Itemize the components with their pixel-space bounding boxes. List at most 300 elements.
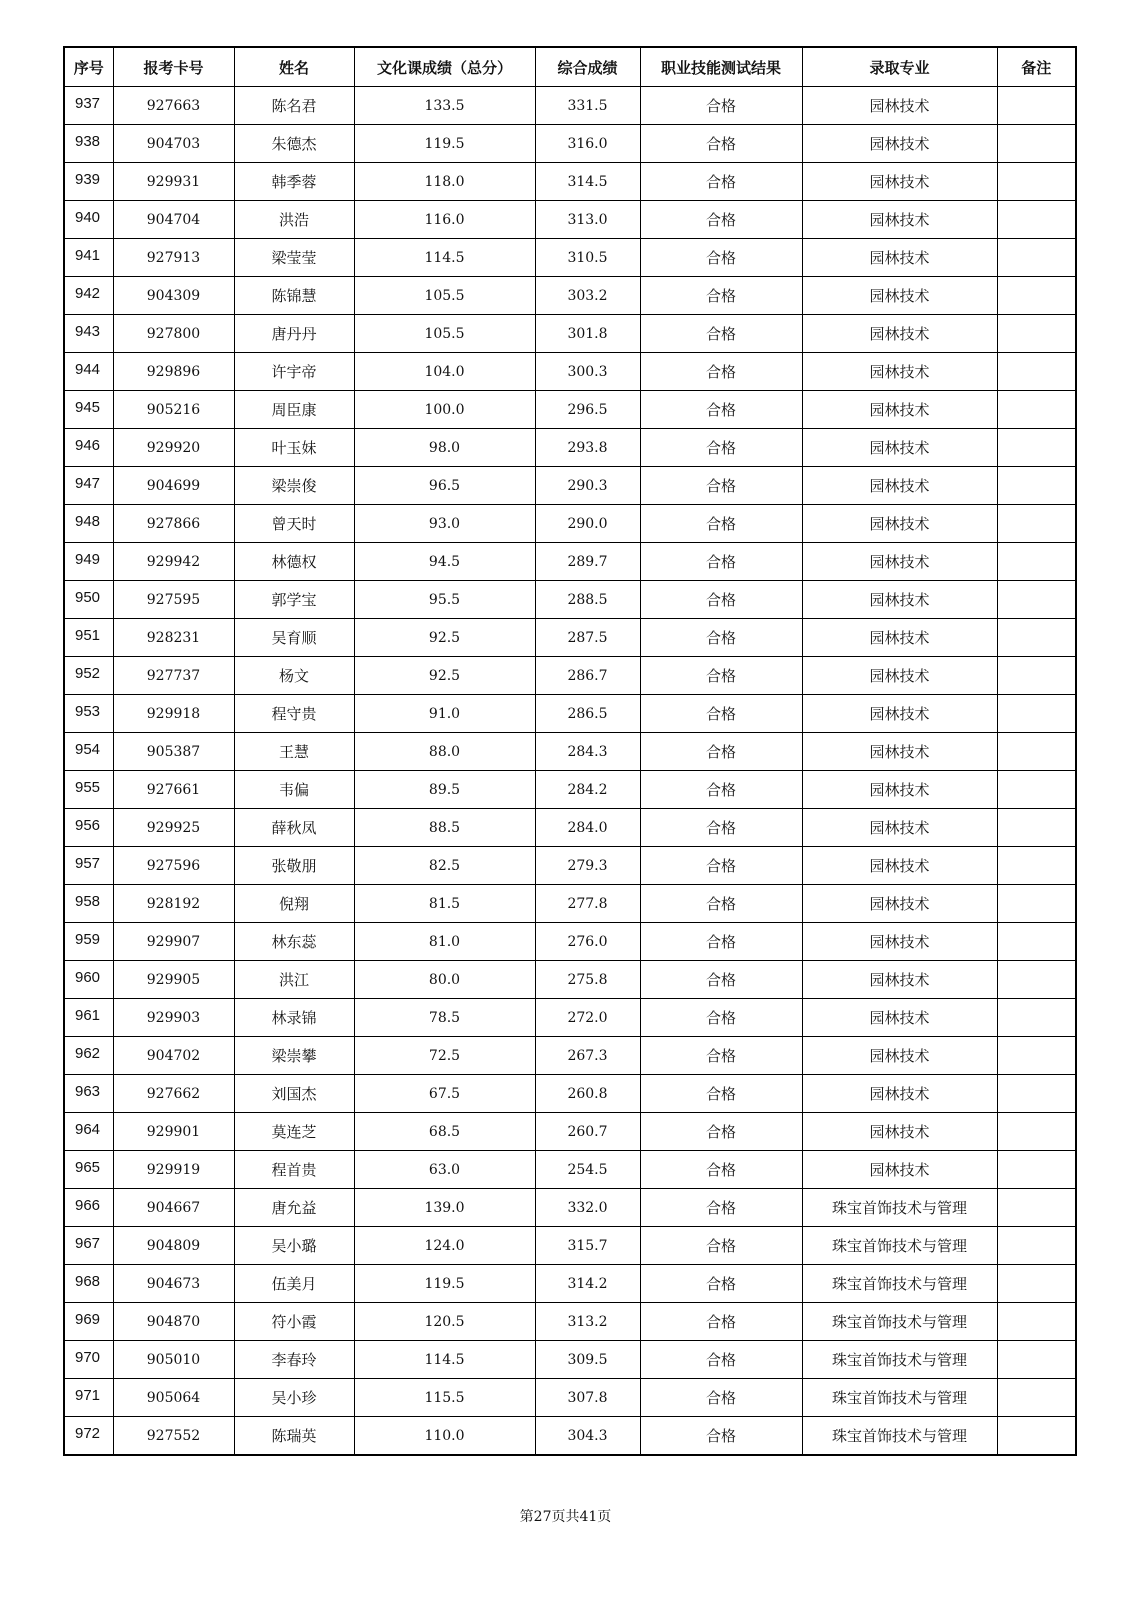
cell-culture-score: 114.5 (354, 239, 535, 277)
cell-culture-score: 88.5 (354, 809, 535, 847)
cell-remarks (997, 1113, 1076, 1151)
cell-card-number: 929931 (113, 163, 234, 201)
cell-composite-score: 260.8 (535, 1075, 640, 1113)
cell-card-number: 904309 (113, 277, 234, 315)
table-row (64, 1189, 1076, 1227)
cell-skill-test-result: 合格 (640, 1341, 802, 1379)
table-row (64, 391, 1076, 429)
cell-skill-test-result: 合格 (640, 1151, 802, 1189)
cell-name: 陈瑞英 (234, 1417, 354, 1456)
table-row (64, 961, 1076, 999)
cell-admitted-major: 园林技术 (802, 961, 997, 999)
cell-culture-score: 82.5 (354, 847, 535, 885)
cell-remarks (997, 771, 1076, 809)
table-row (64, 277, 1076, 315)
cell-skill-test-result: 合格 (640, 885, 802, 923)
cell-name: 周臣康 (234, 391, 354, 429)
cell-card-number: 905387 (113, 733, 234, 771)
cell-culture-score: 133.5 (354, 87, 535, 125)
cell-admitted-major: 园林技术 (802, 1075, 997, 1113)
cell-composite-score: 314.2 (535, 1265, 640, 1303)
table-header-row (64, 47, 1076, 87)
cell-admitted-major: 园林技术 (802, 1037, 997, 1075)
cell-remarks (997, 581, 1076, 619)
cell-admitted-major: 珠宝首饰技术与管理 (802, 1189, 997, 1227)
cell-card-number: 929919 (113, 1151, 234, 1189)
cell-culture-score: 91.0 (354, 695, 535, 733)
cell-remarks (997, 999, 1076, 1037)
cell-remarks (997, 163, 1076, 201)
cell-name: 吴小珍 (234, 1379, 354, 1417)
cell-card-number: 927595 (113, 581, 234, 619)
cell-composite-score: 288.5 (535, 581, 640, 619)
cell-composite-score: 300.3 (535, 353, 640, 391)
cell-composite-score: 260.7 (535, 1113, 640, 1151)
table-row (64, 1341, 1076, 1379)
table-row (64, 429, 1076, 467)
cell-composite-score: 289.7 (535, 543, 640, 581)
cell-culture-score: 119.5 (354, 125, 535, 163)
cell-remarks (997, 885, 1076, 923)
cell-skill-test-result: 合格 (640, 201, 802, 239)
cell-skill-test-result: 合格 (640, 505, 802, 543)
cell-skill-test-result: 合格 (640, 163, 802, 201)
cell-culture-score: 68.5 (354, 1113, 535, 1151)
cell-skill-test-result: 合格 (640, 733, 802, 771)
cell-culture-score: 89.5 (354, 771, 535, 809)
cell-culture-score: 93.0 (354, 505, 535, 543)
cell-culture-score: 94.5 (354, 543, 535, 581)
cell-admitted-major: 园林技术 (802, 315, 997, 353)
cell-remarks (997, 239, 1076, 277)
cell-composite-score: 287.5 (535, 619, 640, 657)
cell-name: 郭学宝 (234, 581, 354, 619)
cell-admitted-major: 园林技术 (802, 619, 997, 657)
cell-card-number: 927663 (113, 87, 234, 125)
cell-name: 莫连芝 (234, 1113, 354, 1151)
cell-admitted-major: 园林技术 (802, 581, 997, 619)
table-row (64, 87, 1076, 125)
cell-card-number: 904870 (113, 1303, 234, 1341)
cell-name: 叶玉妹 (234, 429, 354, 467)
cell-seq: 967 (64, 1227, 113, 1265)
cell-culture-score: 95.5 (354, 581, 535, 619)
table-row (64, 847, 1076, 885)
cell-culture-score: 72.5 (354, 1037, 535, 1075)
cell-culture-score: 98.0 (354, 429, 535, 467)
cell-seq: 955 (64, 771, 113, 809)
cell-name: 程首贵 (234, 1151, 354, 1189)
cell-name: 曾天时 (234, 505, 354, 543)
cell-seq: 939 (64, 163, 113, 201)
cell-composite-score: 296.5 (535, 391, 640, 429)
cell-card-number: 928192 (113, 885, 234, 923)
table-row (64, 239, 1076, 277)
cell-name: 薛秋凤 (234, 809, 354, 847)
cell-remarks (997, 1151, 1076, 1189)
table-row (64, 1227, 1076, 1265)
cell-name: 杨文 (234, 657, 354, 695)
cell-seq: 972 (64, 1417, 113, 1456)
cell-card-number: 929920 (113, 429, 234, 467)
cell-admitted-major: 园林技术 (802, 657, 997, 695)
cell-composite-score: 331.5 (535, 87, 640, 125)
cell-name: 梁崇俊 (234, 467, 354, 505)
cell-remarks (997, 125, 1076, 163)
table-row (64, 1113, 1076, 1151)
cell-seq: 947 (64, 467, 113, 505)
cell-skill-test-result: 合格 (640, 809, 802, 847)
cell-composite-score: 293.8 (535, 429, 640, 467)
header-seq: 序号 (64, 47, 113, 87)
cell-name: 倪翔 (234, 885, 354, 923)
table-row (64, 163, 1076, 201)
cell-remarks (997, 1265, 1076, 1303)
cell-composite-score: 332.0 (535, 1189, 640, 1227)
cell-card-number: 904699 (113, 467, 234, 505)
cell-culture-score: 139.0 (354, 1189, 535, 1227)
cell-composite-score: 309.5 (535, 1341, 640, 1379)
cell-composite-score: 313.2 (535, 1303, 640, 1341)
cell-card-number: 905010 (113, 1341, 234, 1379)
cell-name: 洪浩 (234, 201, 354, 239)
cell-skill-test-result: 合格 (640, 619, 802, 657)
cell-composite-score: 316.0 (535, 125, 640, 163)
cell-card-number: 904703 (113, 125, 234, 163)
cell-culture-score: 78.5 (354, 999, 535, 1037)
cell-admitted-major: 园林技术 (802, 543, 997, 581)
table-row (64, 1265, 1076, 1303)
cell-admitted-major: 园林技术 (802, 771, 997, 809)
cell-name: 韦偏 (234, 771, 354, 809)
cell-composite-score: 272.0 (535, 999, 640, 1037)
cell-culture-score: 124.0 (354, 1227, 535, 1265)
cell-skill-test-result: 合格 (640, 467, 802, 505)
cell-remarks (997, 1417, 1076, 1456)
cell-card-number: 929918 (113, 695, 234, 733)
cell-name: 陈名君 (234, 87, 354, 125)
cell-seq: 945 (64, 391, 113, 429)
cell-card-number: 927552 (113, 1417, 234, 1456)
cell-seq: 937 (64, 87, 113, 125)
header-name: 姓名 (234, 47, 354, 87)
cell-admitted-major: 园林技术 (802, 429, 997, 467)
cell-skill-test-result: 合格 (640, 1417, 802, 1456)
cell-seq: 971 (64, 1379, 113, 1417)
table-row (64, 923, 1076, 961)
cell-name: 王慧 (234, 733, 354, 771)
cell-admitted-major: 珠宝首饰技术与管理 (802, 1265, 997, 1303)
cell-skill-test-result: 合格 (640, 315, 802, 353)
cell-skill-test-result: 合格 (640, 1113, 802, 1151)
cell-seq: 953 (64, 695, 113, 733)
table-row (64, 315, 1076, 353)
cell-skill-test-result: 合格 (640, 353, 802, 391)
table-row (64, 1075, 1076, 1113)
cell-card-number: 929907 (113, 923, 234, 961)
cell-card-number: 927913 (113, 239, 234, 277)
cell-culture-score: 104.0 (354, 353, 535, 391)
cell-composite-score: 315.7 (535, 1227, 640, 1265)
cell-remarks (997, 1227, 1076, 1265)
cell-composite-score: 313.0 (535, 201, 640, 239)
cell-remarks (997, 847, 1076, 885)
cell-name: 韩季蓉 (234, 163, 354, 201)
cell-name: 唐丹丹 (234, 315, 354, 353)
cell-composite-score: 286.7 (535, 657, 640, 695)
cell-composite-score: 301.8 (535, 315, 640, 353)
cell-composite-score: 279.3 (535, 847, 640, 885)
cell-admitted-major: 珠宝首饰技术与管理 (802, 1417, 997, 1456)
cell-seq: 942 (64, 277, 113, 315)
cell-skill-test-result: 合格 (640, 923, 802, 961)
cell-seq: 969 (64, 1303, 113, 1341)
table-row (64, 467, 1076, 505)
cell-seq: 950 (64, 581, 113, 619)
cell-name: 符小霞 (234, 1303, 354, 1341)
cell-composite-score: 307.8 (535, 1379, 640, 1417)
cell-name: 梁莹莹 (234, 239, 354, 277)
table-row (64, 125, 1076, 163)
table-row (64, 695, 1076, 733)
cell-remarks (997, 657, 1076, 695)
table-row (64, 1417, 1076, 1456)
cell-seq: 958 (64, 885, 113, 923)
cell-card-number: 929896 (113, 353, 234, 391)
cell-remarks (997, 619, 1076, 657)
cell-culture-score: 116.0 (354, 201, 535, 239)
cell-skill-test-result: 合格 (640, 695, 802, 733)
cell-remarks (997, 1037, 1076, 1075)
cell-remarks (997, 695, 1076, 733)
cell-skill-test-result: 合格 (640, 581, 802, 619)
cell-composite-score: 290.3 (535, 467, 640, 505)
cell-skill-test-result: 合格 (640, 1075, 802, 1113)
cell-culture-score: 105.5 (354, 277, 535, 315)
page-number: 第27页共41页 (519, 1509, 612, 1525)
cell-name: 刘国杰 (234, 1075, 354, 1113)
cell-skill-test-result: 合格 (640, 1189, 802, 1227)
cell-admitted-major: 园林技术 (802, 999, 997, 1037)
cell-card-number: 927662 (113, 1075, 234, 1113)
cell-admitted-major: 园林技术 (802, 733, 997, 771)
cell-seq: 962 (64, 1037, 113, 1075)
cell-card-number: 904809 (113, 1227, 234, 1265)
cell-card-number: 927866 (113, 505, 234, 543)
cell-remarks (997, 87, 1076, 125)
header-remarks: 备注 (997, 47, 1076, 87)
cell-seq: 961 (64, 999, 113, 1037)
cell-remarks (997, 1303, 1076, 1341)
cell-composite-score: 277.8 (535, 885, 640, 923)
cell-culture-score: 92.5 (354, 619, 535, 657)
cell-name: 程守贵 (234, 695, 354, 733)
cell-seq: 954 (64, 733, 113, 771)
cell-remarks (997, 315, 1076, 353)
cell-seq: 943 (64, 315, 113, 353)
cell-remarks (997, 1341, 1076, 1379)
header-composite-score: 综合成绩 (535, 47, 640, 87)
cell-name: 梁崇攀 (234, 1037, 354, 1075)
cell-skill-test-result: 合格 (640, 87, 802, 125)
cell-seq: 956 (64, 809, 113, 847)
cell-admitted-major: 珠宝首饰技术与管理 (802, 1227, 997, 1265)
cell-skill-test-result: 合格 (640, 391, 802, 429)
table-row (64, 809, 1076, 847)
cell-skill-test-result: 合格 (640, 1303, 802, 1341)
cell-culture-score: 119.5 (354, 1265, 535, 1303)
cell-skill-test-result: 合格 (640, 1265, 802, 1303)
cell-composite-score: 284.0 (535, 809, 640, 847)
cell-card-number: 904667 (113, 1189, 234, 1227)
cell-skill-test-result: 合格 (640, 277, 802, 315)
cell-seq: 957 (64, 847, 113, 885)
cell-name: 吴小璐 (234, 1227, 354, 1265)
cell-culture-score: 118.0 (354, 163, 535, 201)
table-body (64, 87, 1076, 1456)
cell-culture-score: 92.5 (354, 657, 535, 695)
cell-name: 吴育顺 (234, 619, 354, 657)
cell-remarks (997, 505, 1076, 543)
cell-card-number: 929901 (113, 1113, 234, 1151)
cell-admitted-major: 园林技术 (802, 885, 997, 923)
cell-name: 许宇帝 (234, 353, 354, 391)
cell-card-number: 929903 (113, 999, 234, 1037)
cell-composite-score: 304.3 (535, 1417, 640, 1456)
cell-composite-score: 276.0 (535, 923, 640, 961)
cell-seq: 948 (64, 505, 113, 543)
cell-remarks (997, 809, 1076, 847)
cell-skill-test-result: 合格 (640, 1037, 802, 1075)
cell-culture-score: 80.0 (354, 961, 535, 999)
cell-remarks (997, 353, 1076, 391)
cell-seq: 951 (64, 619, 113, 657)
cell-admitted-major: 珠宝首饰技术与管理 (802, 1341, 997, 1379)
cell-admitted-major: 园林技术 (802, 1151, 997, 1189)
cell-remarks (997, 923, 1076, 961)
cell-admitted-major: 珠宝首饰技术与管理 (802, 1303, 997, 1341)
cell-card-number: 927596 (113, 847, 234, 885)
cell-admitted-major: 园林技术 (802, 695, 997, 733)
cell-culture-score: 114.5 (354, 1341, 535, 1379)
cell-composite-score: 284.2 (535, 771, 640, 809)
cell-card-number: 904673 (113, 1265, 234, 1303)
cell-card-number: 905064 (113, 1379, 234, 1417)
table-row (64, 999, 1076, 1037)
cell-name: 林德权 (234, 543, 354, 581)
cell-remarks (997, 733, 1076, 771)
cell-skill-test-result: 合格 (640, 543, 802, 581)
cell-skill-test-result: 合格 (640, 999, 802, 1037)
cell-skill-test-result: 合格 (640, 239, 802, 277)
cell-culture-score: 120.5 (354, 1303, 535, 1341)
cell-remarks (997, 961, 1076, 999)
cell-admitted-major: 园林技术 (802, 1113, 997, 1151)
cell-admitted-major: 园林技术 (802, 391, 997, 429)
cell-card-number: 904702 (113, 1037, 234, 1075)
cell-seq: 959 (64, 923, 113, 961)
admission-results-table (63, 46, 1077, 1456)
cell-name: 张敬朋 (234, 847, 354, 885)
cell-card-number: 928231 (113, 619, 234, 657)
cell-card-number: 927737 (113, 657, 234, 695)
cell-admitted-major: 园林技术 (802, 809, 997, 847)
cell-composite-score: 267.3 (535, 1037, 640, 1075)
cell-skill-test-result: 合格 (640, 1227, 802, 1265)
table-row (64, 201, 1076, 239)
cell-admitted-major: 园林技术 (802, 505, 997, 543)
cell-composite-score: 284.3 (535, 733, 640, 771)
cell-composite-score: 310.5 (535, 239, 640, 277)
cell-composite-score: 286.5 (535, 695, 640, 733)
cell-seq: 963 (64, 1075, 113, 1113)
table-row (64, 619, 1076, 657)
cell-admitted-major: 园林技术 (802, 353, 997, 391)
cell-admitted-major: 园林技术 (802, 847, 997, 885)
cell-seq: 964 (64, 1113, 113, 1151)
cell-remarks (997, 391, 1076, 429)
cell-skill-test-result: 合格 (640, 429, 802, 467)
table-row (64, 353, 1076, 391)
cell-admitted-major: 园林技术 (802, 201, 997, 239)
cell-culture-score: 81.0 (354, 923, 535, 961)
cell-culture-score: 81.5 (354, 885, 535, 923)
cell-admitted-major: 园林技术 (802, 467, 997, 505)
cell-seq: 946 (64, 429, 113, 467)
cell-admitted-major: 园林技术 (802, 239, 997, 277)
cell-remarks (997, 543, 1076, 581)
header-skill-test-result: 职业技能测试结果 (640, 47, 802, 87)
table-row (64, 885, 1076, 923)
cell-seq: 970 (64, 1341, 113, 1379)
table-row (64, 543, 1076, 581)
cell-card-number: 929925 (113, 809, 234, 847)
cell-card-number: 905216 (113, 391, 234, 429)
cell-name: 伍美月 (234, 1265, 354, 1303)
cell-culture-score: 67.5 (354, 1075, 535, 1113)
header-admitted-major: 录取专业 (802, 47, 997, 87)
cell-skill-test-result: 合格 (640, 771, 802, 809)
cell-culture-score: 88.0 (354, 733, 535, 771)
cell-remarks (997, 1379, 1076, 1417)
header-card-number: 报考卡号 (113, 47, 234, 87)
cell-remarks (997, 429, 1076, 467)
cell-remarks (997, 1075, 1076, 1113)
cell-skill-test-result: 合格 (640, 847, 802, 885)
cell-seq: 960 (64, 961, 113, 999)
cell-culture-score: 105.5 (354, 315, 535, 353)
cell-name: 李春玲 (234, 1341, 354, 1379)
cell-seq: 968 (64, 1265, 113, 1303)
cell-seq: 952 (64, 657, 113, 695)
table-row (64, 505, 1076, 543)
cell-name: 朱德杰 (234, 125, 354, 163)
table-row (64, 581, 1076, 619)
table-row (64, 1037, 1076, 1075)
cell-admitted-major: 园林技术 (802, 125, 997, 163)
table-row (64, 733, 1076, 771)
cell-admitted-major: 园林技术 (802, 87, 997, 125)
cell-name: 唐允益 (234, 1189, 354, 1227)
cell-card-number: 927661 (113, 771, 234, 809)
cell-seq: 949 (64, 543, 113, 581)
header-culture-score: 文化课成绩（总分） (354, 47, 535, 87)
cell-culture-score: 100.0 (354, 391, 535, 429)
cell-card-number: 904704 (113, 201, 234, 239)
cell-seq: 966 (64, 1189, 113, 1227)
table-row (64, 771, 1076, 809)
cell-card-number: 929942 (113, 543, 234, 581)
